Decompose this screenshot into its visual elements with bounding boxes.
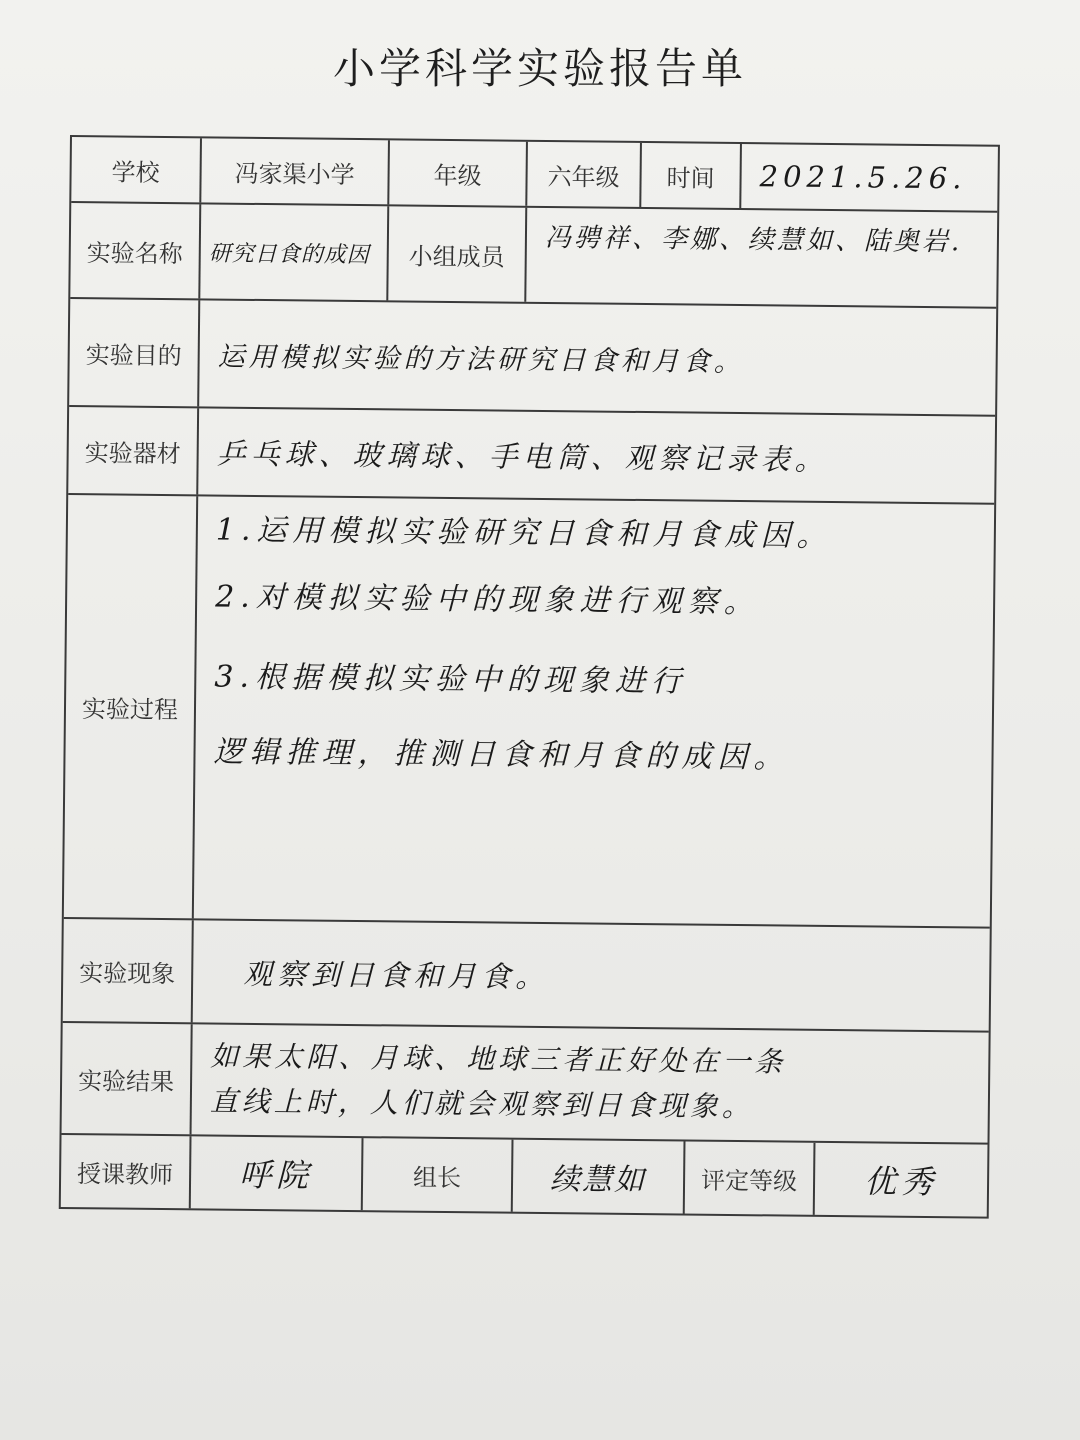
footer-row [61, 1135, 988, 1217]
phenomenon-label: 实验现象 [63, 919, 194, 1022]
process-value [194, 496, 994, 926]
grade-label: 年级 [389, 140, 528, 205]
purpose-label: 实验目的 [69, 299, 200, 406]
process-row [64, 495, 994, 929]
teacher-label: 授课教师 [61, 1135, 192, 1208]
materials-row [68, 407, 995, 505]
leader-value: 续慧如 [513, 1140, 686, 1214]
materials-label: 实验器材 [68, 407, 199, 494]
process-line-4: 逻辑推理，推测日食和月食的成因。 [213, 734, 790, 776]
process-label: 实验过程 [64, 495, 198, 918]
time-value: 2021.5.26. [759, 159, 967, 196]
rating-value: 优秀 [863, 1162, 939, 1202]
experiment-name-value: 研究日食的成因 [200, 204, 389, 300]
process-line-3: 3.根据模拟实验中的现象进行 [214, 659, 688, 700]
report-form [59, 135, 1000, 1219]
process-line-1: 1.运用模拟实验研究日食和月食成因。 [215, 512, 833, 555]
result-row [62, 1023, 989, 1145]
header-row [71, 137, 998, 213]
members-label: 小组成员 [388, 206, 527, 301]
teacher-value: 呼院 [191, 1136, 364, 1210]
phenomenon-value: 观察到日食和月食。 [243, 956, 550, 994]
school-value: 冯家渠小学 [201, 138, 390, 204]
experiment-name-label: 实验名称 [70, 203, 201, 298]
time-label: 时间 [641, 143, 742, 208]
purpose-row [69, 299, 996, 417]
materials-value: 乒乓球、玻璃球、手电筒、观察记录表。 [216, 436, 829, 477]
leader-label: 组长 [363, 1138, 514, 1212]
result-line-2: 直线上时，人们就会观察到日食现象。 [209, 1084, 755, 1124]
school-label: 学校 [71, 137, 202, 202]
experiment-name-row [70, 203, 997, 309]
process-line-2: 2.对模拟实验中的现象进行观察。 [214, 579, 760, 620]
result-line-1: 如果太阳、月球、地球三者正好处在一条 [210, 1039, 787, 1079]
purpose-value: 运用模拟实验的方法研究日食和月食。 [217, 341, 745, 378]
result-value [192, 1024, 989, 1142]
phenomenon-row [63, 919, 990, 1033]
rating-label: 评定等级 [685, 1142, 816, 1215]
page-title: 小学科学实验报告单 [332, 44, 747, 93]
result-label: 实验结果 [62, 1023, 193, 1134]
members-value: 冯骋祥、李娜、续慧如、陆奥岩. [544, 222, 963, 258]
grade-value: 六年级 [527, 142, 642, 207]
